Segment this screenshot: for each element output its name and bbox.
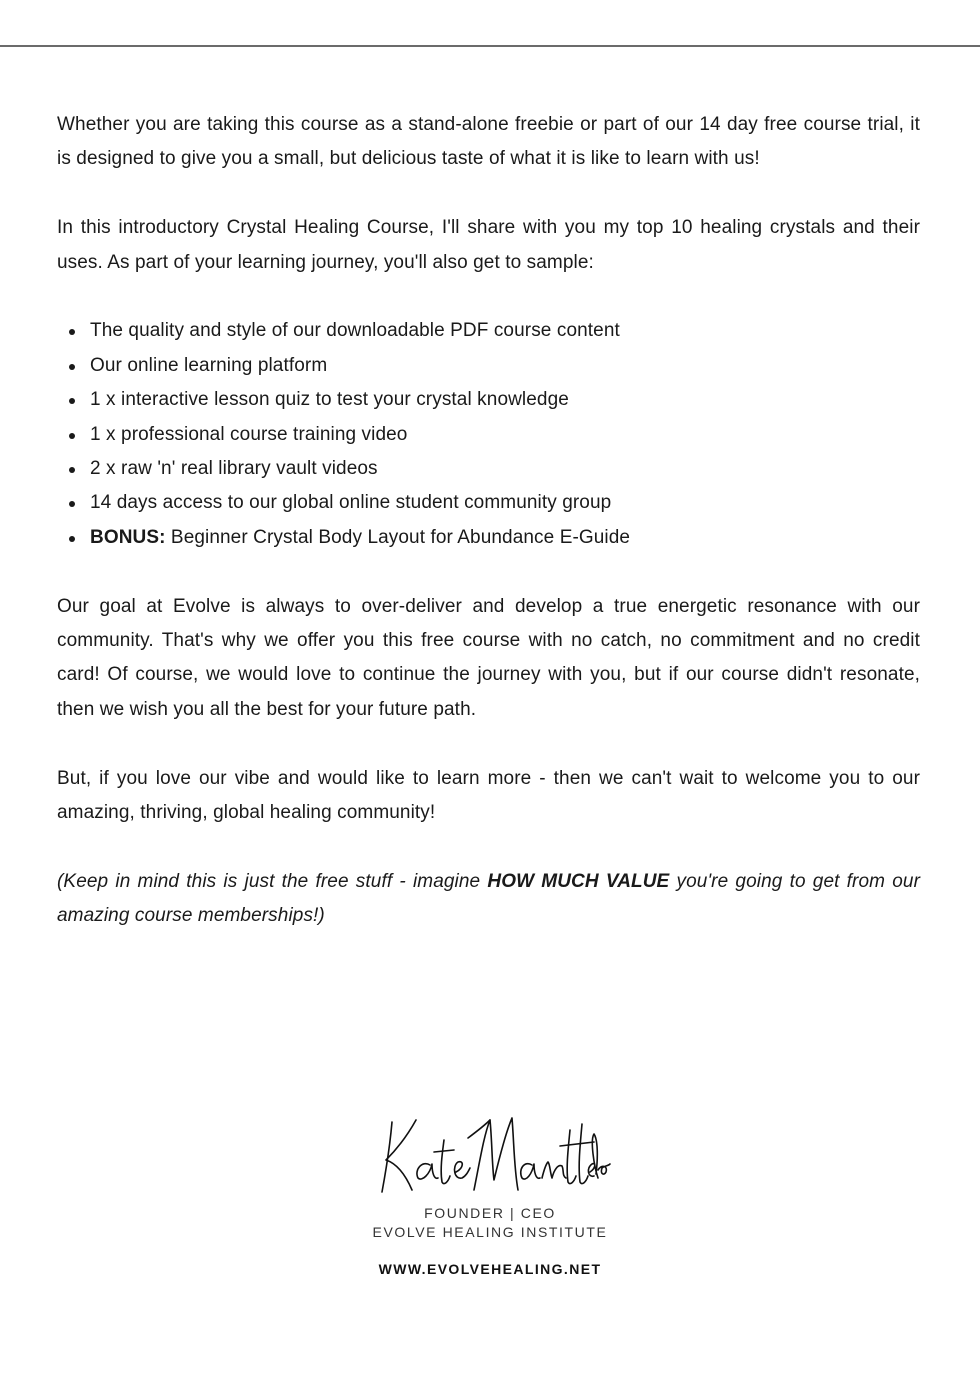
bonus-label: BONUS: xyxy=(90,526,166,548)
list-item: Our online learning platform xyxy=(90,349,920,383)
closing-note-emphasis: HOW MUCH VALUE xyxy=(487,870,670,892)
bonus-list-item xyxy=(90,521,920,555)
list-item: The quality and style of our downloadable PDF course content xyxy=(90,314,920,348)
closing-note-paragraph xyxy=(57,865,920,934)
closing-note-part2: you're going to get from our amazing course memberships!) xyxy=(57,870,921,927)
bonus-text: Beginner Crystal Body Layout for Abundance E-Guide xyxy=(165,526,631,548)
list-item: 2 x raw 'n' real library vault videos xyxy=(90,452,920,486)
list-item: 14 days access to our global online student community group xyxy=(90,486,920,520)
top-divider xyxy=(0,45,980,47)
list-item: 1 x interactive lesson quiz to test your crystal knowledge xyxy=(90,383,920,417)
handwritten-signature xyxy=(372,1110,612,1200)
sample-list xyxy=(57,314,920,555)
website-url: WWW.EVOLVEHEALING.NET xyxy=(378,1261,602,1277)
goal-paragraph: Our goal at Evolve is always to over-deliver and develop a true energetic resonance with our community. That's why we offer you this free course with no catch, no commitment and no credit card! Of course, we would love to continue the journey with you, but if our course didn't resonate, then we wish you all the best for your future path. xyxy=(57,595,920,720)
invitation-paragraph: But, if you love our vibe and would like to learn more - then we can't wait to welcome you to our amazing, thriving, global healing community! xyxy=(57,767,920,824)
letter-body xyxy=(57,108,920,968)
closing-note-part1: (Keep in mind this is just the free stuff - imagine xyxy=(57,870,488,892)
signer-role: FOUNDER | CEO xyxy=(424,1205,556,1221)
course-overview-paragraph: In this introductory Crystal Healing Course, I'll share with you my top 10 healing crystals and their uses. As part of your learning journey, you'll also get to sample: xyxy=(57,217,920,273)
list-item: 1 x professional course training video xyxy=(90,418,920,452)
signature-block xyxy=(290,1204,690,1279)
organization-name: EVOLVE HEALING INSTITUTE xyxy=(372,1224,608,1240)
intro-paragraph: Whether you are taking this course as a stand-alone freebie or part of our 14 day free course trial, it is designed to give you a small, but delicious taste of what it is like to learn with us! xyxy=(57,114,920,170)
